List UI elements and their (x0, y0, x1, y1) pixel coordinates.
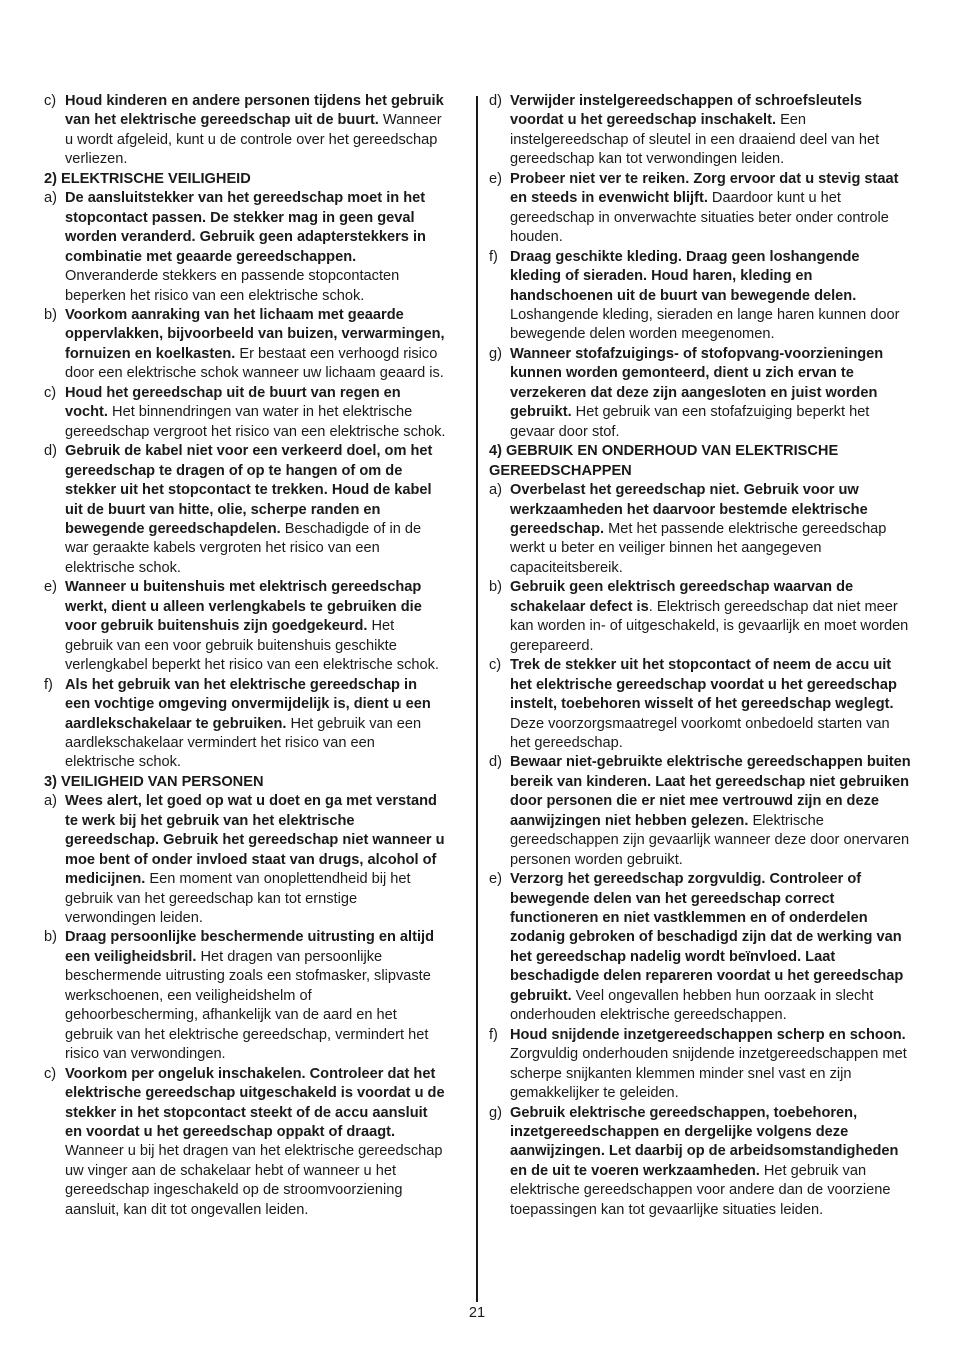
instruction-explanation: Daardoor kunt u het gereedschap in onverwachte situaties beter onder controle houden. (510, 190, 889, 246)
left-column (44, 92, 446, 1220)
safety-instruction (489, 481, 911, 578)
instruction-explanation: . Elektrisch gereedschap dat niet meer kan worden in- of uitgeschakeld, is gevaarlijk en moet worden gerepareerd. (510, 598, 909, 654)
item-marker: f) (489, 1026, 498, 1043)
instruction-directive: De aansluitstekker van het gereedschap moet in het stopcontact passen. De stekker mag in geen geval worden veranderd. Gebruik geen adapterstekkers in combinatie met geaarde gereedschappen. (65, 190, 426, 265)
item-marker: a) (489, 482, 502, 499)
page-number: 21 (468, 1305, 486, 1321)
item-marker: c) (44, 1065, 57, 1082)
safety-instruction (489, 170, 911, 248)
instruction-explanation: Wanneer u wordt afgeleid, kunt u de controle over het gereedschap verliezen. (65, 112, 442, 168)
instruction-directive: Voorkom per ongeluk inschakelen. Controleer dat het elektrische gereedschap uitgeschakeld is voordat u de stekker in het stopcontact steekt of de accu aansluit en voordat u het gereedschap oppakt of draagt. (65, 1065, 445, 1141)
item-marker: a) (44, 190, 57, 207)
instruction-directive: Gebruik elektrische gereedschappen, toebehoren, inzetgereedschappen en dergelijke volgens deze aanwijzingen. Let daarbij op de arbeidsomstandigheden en de uit te voeren werkzaamheden. (510, 1104, 899, 1179)
instruction-directive: Houd het gereedschap uit de buurt van regen en vocht. (65, 384, 401, 421)
item-marker: e) (44, 579, 57, 596)
item-marker: d) (44, 443, 57, 460)
instruction-explanation: Het gebruik van een aardlekschakelaar vermindert het risico van een elektrische schok. (65, 715, 422, 771)
instruction-directive: Wanneer stofafzuigings- of stofopvang-voorzieningen kunnen worden gemonteerd, dient u zich ervan te verzekeren dat deze zijn aangesloten en juist worden gebruikt. (510, 345, 884, 421)
item-marker: e) (489, 170, 502, 187)
instruction-explanation: Beschadigde of in de war geraakte kabels vergroten het risico van een elektrische schok. (65, 520, 422, 576)
instruction-explanation: Veel ongevallen hebben hun oorzaak in slecht onderhouden elektrische gereedschappen. (510, 987, 874, 1024)
safety-instruction (44, 1065, 446, 1221)
item-marker: g) (489, 1104, 502, 1121)
section-heading: 2) ELEKTRISCHE VEILIGHEID (44, 170, 251, 187)
item-marker: e) (489, 871, 502, 888)
safety-instruction (44, 928, 446, 1064)
safety-instruction (489, 92, 911, 170)
instruction-explanation: Wanneer u bij het dragen van het elektrische gereedschap uw vinger aan de schakelaar hebt of wanneer u het gereedschap ingeschakeld op de stroomvoorziening aansluit, kan dit tot ongevallen leiden. (65, 1143, 443, 1218)
item-marker: g) (489, 345, 502, 362)
instruction-directive: Trek de stekker uit het stopcontact of neem de accu uit het elektrische gereedschap voordat u het gereedschap instelt, toebehoren wisselt of het gereedschap weglegt. (510, 657, 897, 713)
instruction-directive: Als het gebruik van het elektrische gereedschap in een vochtige omgeving onvermijdelijk is, dient u een aardlekschakelaar te gebruiken. (65, 676, 431, 732)
safety-instruction (44, 442, 446, 578)
instruction-explanation: Het binnendringen van water in het elektrische gereedschap vergroot het risico van een elektrische schok. (65, 404, 446, 440)
instruction-explanation: Het dragen van persoonlijke beschermende uitrusting zoals een stofmasker, slipvaste werkschoenen, een veiligheidshelm of gehoorbescherming, afhankelijk van de aard en het gebruik van het elektrische gereedschap, vermindert het risico van verwondingen. (65, 948, 431, 1063)
safety-instruction (44, 578, 446, 675)
safety-instruction (489, 248, 911, 345)
item-marker: d) (489, 754, 502, 771)
item-marker: b) (44, 306, 57, 323)
instruction-explanation: Het gebruik van elektrische gereedschappen voor andere dan de voorziene toepassingen kan tot gevaarlijke situaties leiden. (510, 1162, 891, 1218)
instruction-directive: Houd kinderen en andere personen tijdens het gebruik van het elektrische gereedschap uit de buurt. (65, 93, 444, 129)
instruction-directive: Gebruik geen elektrisch gereedschap waarvan de schakelaar defect is (510, 579, 854, 615)
instruction-directive: Wanneer u buitenshuis met elektrisch gereedschap werkt, dient u alleen verlengkabels te gebruiken die voor gebruik buitenshuis zijn goedgekeurd. (65, 579, 422, 635)
safety-instruction (489, 345, 911, 442)
item-marker: c) (44, 384, 57, 401)
column-divider (476, 96, 478, 1302)
instruction-explanation: Elektrische gereedschappen zijn gevaarlijk wanneer deze door onervaren personen worden gebruikt. (510, 812, 910, 868)
safety-instruction (489, 1026, 911, 1104)
instruction-explanation: Met het passende elektrische gereedschap werkt u beter en veiliger binnen het aangegeven capaciteitsbereik. (510, 520, 887, 576)
safety-instruction (44, 676, 446, 773)
safety-instruction (44, 189, 446, 306)
item-marker: f) (44, 676, 53, 693)
safety-instruction (489, 1104, 911, 1221)
instruction-directive: Draag persoonlijke beschermende uitrusting en altijd een veiligheidsbril. (65, 929, 434, 965)
item-marker: b) (489, 579, 502, 596)
instruction-explanation: Het gebruik van een voor gebruik buitenshuis geschikte verlengkabel beperkt het risico van een elektrische schok. (65, 618, 439, 674)
instruction-directive: Overbelast het gereedschap niet. Gebruik voor uw werkzaamheden het daarvoor bestemde elektrische gereedschap. (510, 482, 868, 537)
safety-instruction (44, 306, 446, 384)
instruction-explanation: Er bestaat een verhoogd risico door een elektrische schok wanneer uw lichaam geaard is. (65, 345, 444, 382)
instruction-explanation: Onveranderde stekkers en passende stopcontacten beperken het risico van een elektrische schok. (65, 268, 400, 304)
instruction-explanation: Het gebruik van een stofafzuiging beperkt het gevaar door stof. (510, 404, 870, 440)
instruction-directive: Bewaar niet-gebruikte elektrische gereedschappen buiten bereik van kinderen. Laat het gereedschap niet gebruiken door personen die er niet mee vertrouwd zijn en deze aanwijzingen niet hebben gelezen. (510, 754, 911, 829)
instruction-explanation: Een moment van onoplettendheid bij het gebruik van het gereedschap kan tot ernstige verwondingen leiden. (65, 871, 411, 927)
instruction-directive: Gebruik de kabel niet voor een verkeerd doel, om het gereedschap te dragen of op te hangen of om de stekker uit het stopcontact te trekken. Houd de kabel uit de buurt van hitte, olie, scherpe randen en bewegende gereedschapdelen. (65, 443, 433, 537)
section-heading: 3) VEILIGHEID VAN PERSONEN (44, 773, 264, 790)
safety-instruction (489, 870, 911, 1026)
section-heading: 4) GEBRUIK EN ONDERHOUD VAN ELEKTRISCHE GEREEDSCHAPPEN (489, 443, 839, 479)
instruction-explanation: Een instelgereedschap of sleutel in een draaiend deel van het gereedschap kan tot verwondingen leiden. (510, 112, 880, 168)
item-marker: a) (44, 793, 57, 810)
safety-instruction (44, 792, 446, 928)
safety-instruction (489, 753, 911, 870)
instruction-directive: Voorkom aanraking van het lichaam met geaarde oppervlakken, bijvoorbeeld van buizen, verwarmingen, fornuizen en koelkasten. (65, 306, 445, 362)
instruction-directive: Verzorg het gereedschap zorgvuldig. Controleer of bewegende delen van het gereedschap correct functioneren en niet vastklemmen en of onderdelen zodanig gebroken of beschadigd zijn dat de werking van het gereedschap nadelig wordt beïnvloed. Laat beschadigde delen repareren voordat u het gereedschap gebruikt. (510, 871, 904, 1004)
item-marker: d) (489, 93, 502, 109)
instruction-explanation: Loshangende kleding, sieraden en lange haren kunnen door bewegende delen worden meegenomen. (510, 306, 900, 343)
item-marker: b) (44, 929, 57, 946)
safety-instruction (44, 384, 446, 442)
safety-instruction (489, 656, 911, 753)
right-column (489, 92, 911, 1220)
instruction-directive: Draag geschikte kleding. Draag geen loshangende kleding of sieraden. Houd haren, kleding en handschoenen uit de buurt van bewegende delen. (510, 248, 860, 304)
safety-instruction (44, 92, 446, 170)
safety-instruction (489, 578, 911, 656)
instruction-directive: Wees alert, let goed op wat u doet en ga met verstand te werk bij het gebruik van het elektrische gereedschap. Gebruik het gereedschap niet wanneer u moe bent of onder invloed staat van drugs, alcohol of medicijnen. (65, 793, 445, 888)
item-marker: c) (489, 657, 502, 674)
instruction-directive: Verwijder instelgereedschappen of schroefsleutels voordat u het gereedschap inschakelt. (510, 93, 862, 129)
instruction-explanation: Zorgvuldig onderhouden snijdende inzetgereedschappen met scherpe snijkanten klemmen minder snel vast en zijn gemakkelijker te geleiden. (510, 1046, 907, 1102)
instruction-explanation: Deze voorzorgsmaatregel voorkomt onbedoeld starten van het gereedschap. (510, 715, 890, 751)
item-marker: f) (489, 248, 498, 265)
item-marker: c) (44, 93, 57, 109)
instruction-directive: Probeer niet ver te reiken. Zorg ervoor dat u stevig staat en steeds in evenwicht blijft. (510, 170, 899, 207)
instruction-directive: Houd snijdende inzetgereedschappen scherp en schoon. (510, 1026, 906, 1043)
